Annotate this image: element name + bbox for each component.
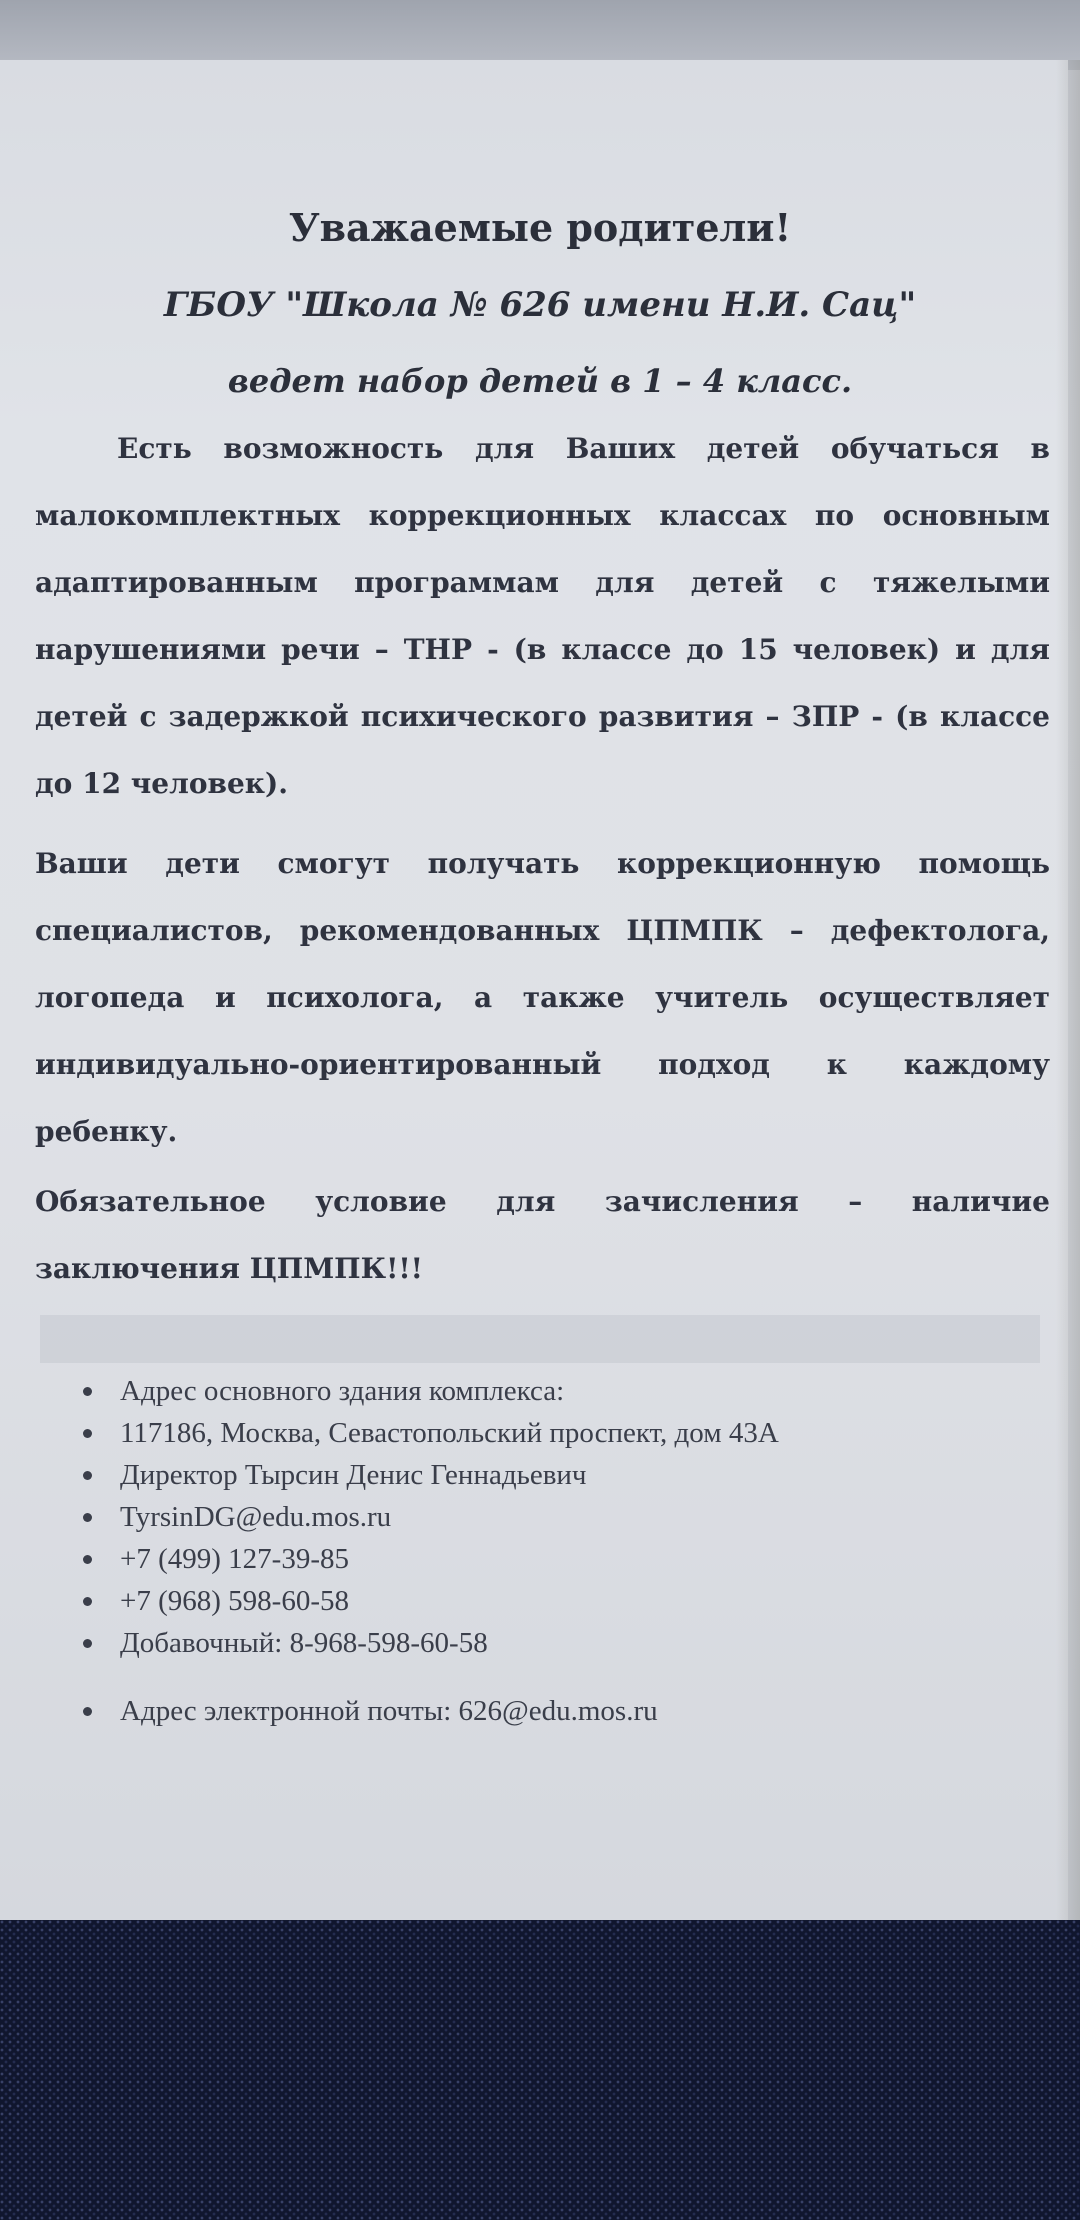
- paragraph-specialists-info: Ваши дети смогут получать коррекционную помощь специалистов, рекомендованных ЦПМПК – дефектолога, логопеда и психолога, а также учитель осуществляет индивидуально-ориентированный подход к каждому ребенку.: [35, 847, 1050, 1148]
- bullet-icon: [83, 1471, 92, 1480]
- bullet-icon: [83, 1639, 92, 1648]
- carpet-background: [0, 1920, 1080, 2220]
- paragraph-classes-info: Есть возможность для Ваших детей обучаться в малокомплектных коррекционных классах по основным адаптированным программам для детей с тяжелыми нарушениями речи – ТНР - (в классе до 15 человек) и для детей с задержкой психического развития – ЗПР - (в классе до 12 человек).: [35, 432, 1050, 800]
- list-item-director-email: TyrsinDG@edu.mos.ru: [75, 1496, 1035, 1538]
- list-item-address: 117186, Москва, Севастопольский проспект, дом 43А: [75, 1412, 1035, 1454]
- enrollment-heading: ведет набор детей в 1 – 4 класс.: [227, 362, 853, 400]
- shadow-band: [40, 1315, 1040, 1363]
- paper-edge-shadow: [1056, 60, 1080, 1920]
- bullet-icon: [83, 1597, 92, 1606]
- bullet-icon: [83, 1429, 92, 1438]
- list-item-address-label: Адрес основного здания комплекса:: [75, 1370, 1035, 1412]
- list-item-phone-2: +7 (968) 598-60-58: [75, 1580, 1035, 1622]
- bullet-icon: [83, 1513, 92, 1522]
- bullet-icon: [83, 1707, 92, 1716]
- list-item-phone-1: +7 (499) 127-39-85: [75, 1538, 1035, 1580]
- list-item-school-email: Адрес электронной почты: 626@edu.mos.ru: [75, 1690, 1035, 1732]
- contact-list: [75, 1370, 1035, 1732]
- greeting-heading: Уважаемые родители!: [288, 205, 792, 250]
- bullet-icon: [83, 1555, 92, 1564]
- bullet-icon: [83, 1387, 92, 1396]
- list-item-director: Директор Тырсин Денис Геннадьевич: [75, 1454, 1035, 1496]
- paragraph-requirement: Обязательное условие для зачисления – наличие заключения ЦПМПК!!!: [35, 1185, 1050, 1285]
- list-item-extension: Добавочный: 8-968-598-60-58: [75, 1622, 1035, 1664]
- school-name-heading: ГБОУ "Школа № 626 имени Н.И. Сац": [163, 285, 917, 325]
